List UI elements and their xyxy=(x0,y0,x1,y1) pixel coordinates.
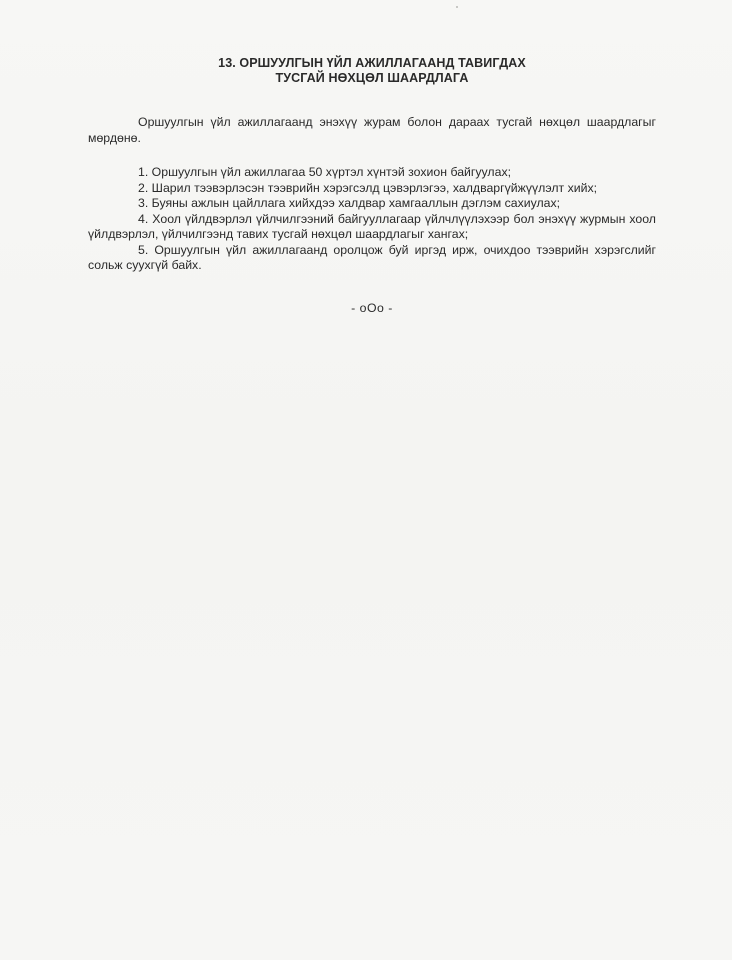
requirement-item-2: 2. Шарил тээвэрлэсэн тээврийн хэрэгсэлд цэвэрлэгээ, халдваргүйжүүлэлт хийх; xyxy=(138,180,598,195)
requirements-list xyxy=(88,165,656,274)
end-mark: - оОо - xyxy=(351,300,393,315)
scan-speck xyxy=(456,6,458,8)
document-content xyxy=(88,56,656,315)
intro-paragraph: Оршуулгын үйл ажиллагаанд энэхүү журам болон дараах тусгай нөхцөл шаардлагыг мөрдөнө. xyxy=(88,115,656,145)
title-line-1: 13. ОРШУУЛГЫН ҮЙЛ АЖИЛЛАГААНД ТАВИГДАХ xyxy=(218,56,526,70)
title-line-2: ТУСГАЙ НӨХЦӨЛ ШААРДЛАГА xyxy=(275,71,469,85)
requirement-item-4: 4. Хоол үйлдвэрлэл үйлчилгээний байгууллагаар үйлчлүүлэхээр бол энэхүү журмын хоол үйлдвэрлэл, үйлчилгээнд тавих тусгай нөхцөл шаардлагыг хангах; xyxy=(88,211,656,241)
document-title xyxy=(88,56,656,86)
requirement-item-5: 5. Оршуулгын үйл ажиллагаанд оролцож буй иргэд ирж, очихдоо тээврийн хэрэгслийг сольж суухгүй байх. xyxy=(88,242,656,272)
requirement-item-3: 3. Буяны ажлын цайллага хийхдээ халдвар хамгааллын дэглэм сахиулах; xyxy=(138,196,561,210)
requirement-item-1: 1. Оршуулгын үйл ажиллагаа 50 хүртэл хүнтэй зохион байгуулах; xyxy=(138,165,512,179)
